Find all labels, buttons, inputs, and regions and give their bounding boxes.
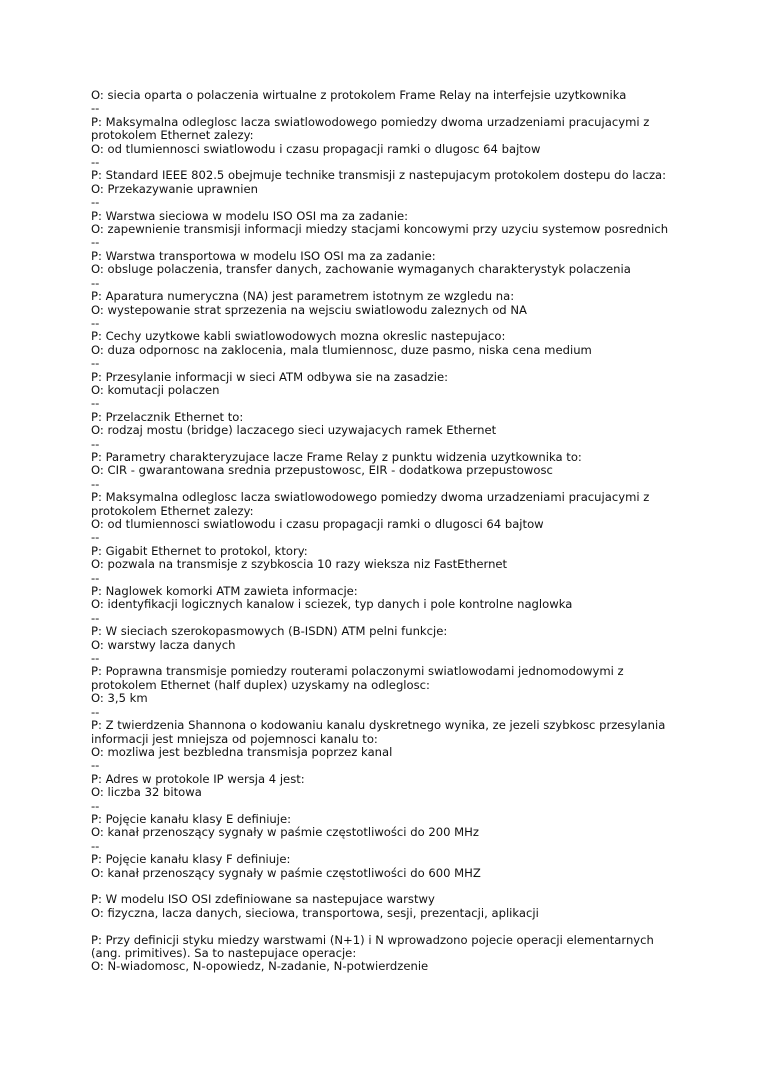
answer-line: O: liczba 32 bitowa (91, 785, 202, 800)
separator-line: -- (91, 315, 100, 330)
answer-line: O: mozliwa jest bezbledna transmisja poprzez kanal (91, 744, 393, 759)
answer-line: O: od tlumiennosci swiatlowodu i czasu propagacji ramki o dlugosc 64 bajtow (91, 141, 541, 156)
separator-line: -- (91, 275, 100, 290)
answer-line: O: komutacji polaczen (91, 382, 220, 397)
question-line: P: Aparatura numeryczna (NA) jest parametrem istotnym ze wzgledu na: (91, 289, 515, 304)
answer-line: O: duza odpornosc na zaklocenia, mala tlumiennosc, duze pasmo, niska cena medium (91, 342, 592, 357)
question-line: P: Cechy uzytkowe kabli swiatlowodowych mozna okreslic nastepujaco: (91, 329, 506, 344)
separator-line: -- (91, 396, 100, 411)
question-line: P: Z twierdzenia Shannona o kodowaniu kanalu dyskretnego wynika, ze jezeli szybkosc przesylania (91, 718, 666, 733)
answer-line: O: od tlumiennosci swiatlowodu i czasu propagacji ramki o dlugosci 64 bajtow (91, 517, 544, 531)
separator-line: -- (91, 235, 100, 250)
separator-line: -- (91, 758, 100, 773)
separator-line: -- (91, 838, 100, 853)
question-line: P: Przy definicji styku miedzy warstwami (N+1) i N wprowadzono pojecie operacji elementarnych (91, 932, 654, 947)
separator-line: -- (91, 570, 100, 585)
question-line: P: Adres w protokole IP wersja 4 jest: (91, 771, 305, 786)
separator-line: -- (91, 195, 100, 210)
question-line: P: Pojęcie kanału klasy E definiuje: (91, 811, 292, 826)
answer-line: O: zapewnienie transmisji informacji miedzy stacjami koncowymi przy uzyciu systemow posrednich (91, 222, 669, 237)
continuation-line: (ang. primitives). Sa to nastepujace operacje: (91, 945, 357, 960)
question-line: P: Naglowek komorki ATM zawieta informacje: (91, 584, 358, 599)
blank-line (91, 920, 691, 933)
question-line: P: W sieciach szerokopasmowych (B-ISDN) ATM pelni funkcje: (91, 624, 448, 639)
blank-line (91, 880, 691, 893)
separator-line: -- (91, 356, 100, 371)
question-line: P: W modelu ISO OSI zdefiniowane sa nastepujace warstwy (91, 892, 435, 907)
answer-line: O: CIR - gwarantowana srednia przepustowosc, EIR - dodatkowa przepustowosc (91, 463, 553, 478)
separator-line: -- (91, 155, 100, 170)
answer-line: O: identyfikacji logicznych kanalow i sciezek, typ danych i pole kontrolne naglowka (91, 597, 573, 612)
continuation-line: protokolem Ethernet zalezy: (91, 128, 254, 143)
separator-line: -- (91, 651, 100, 666)
answer-line: O: kanał przenoszący sygnały w paśmie częstotliwości do 600 MHZ (91, 865, 481, 880)
question-line: P: Poprawna transmisje pomiedzy routerami polaczonymi swiatlowodami jednomodowymi z (91, 664, 624, 679)
answer-line: O: warstwy lacza danych (91, 637, 236, 652)
question-line: P: Gigabit Ethernet to protokol, ktory: (91, 543, 308, 558)
separator-line: -- (91, 101, 100, 116)
separator-line: -- (91, 798, 100, 813)
separator-line: -- (91, 704, 100, 719)
question-line: P: Pojęcie kanału klasy F definiuje: (91, 852, 291, 867)
question-line: P: Przesylanie informacji w sieci ATM odbywa sie na zasadzie: (91, 369, 449, 384)
separator-line: -- (91, 610, 100, 625)
answer-line: O: wystepowanie strat sprzezenia na wejsciu swiatlowodu zaleznych od NA (91, 302, 527, 317)
document-body (91, 89, 691, 974)
continuation-line: protokolem Ethernet zalezy: (91, 503, 254, 518)
question-line: P: Parametry charakteryzujace lacze Frame Relay z punktu widzenia uzytkownika to: (91, 449, 582, 464)
question-line: P: Przelacznik Ethernet to: (91, 409, 244, 424)
question-line: P: Maksymalna odleglosc lacza swiatlowodowego pomiedzy dwoma urzadzeniami pracujacymi z (91, 490, 650, 505)
question-line: P: Maksymalna odleglosc lacza swiatlowodowego pomiedzy dwoma urzadzeniami pracujacymi z (91, 114, 650, 129)
answer-line: O: kanał przenoszący sygnały w paśmie częstotliwości do 200 MHz (91, 825, 479, 840)
separator-line: -- (91, 530, 100, 545)
separator-line: -- (91, 476, 100, 491)
answer-line: O: obsluge polaczenia, transfer danych, zachowanie wymaganych charakterystyk polaczenia (91, 262, 631, 277)
question-line: P: Standard IEEE 802.5 obejmuje technike transmisji z nastepujacym protokolem dostepu do lacza: (91, 168, 667, 183)
question-line: P: Warstwa transportowa w modelu ISO OSI ma za zadanie: (91, 248, 436, 263)
answer-line: O: rodzaj mostu (bridge) laczacego sieci uzywajacych ramek Ethernet (91, 423, 497, 438)
question-line: P: Warstwa sieciowa w modelu ISO OSI ma za zadanie: (91, 208, 409, 223)
answer-line: O: 3,5 km (91, 691, 148, 706)
answer-line: O: Przekazywanie uprawnien (91, 181, 258, 196)
answer-line: O: siecia oparta o polaczenia wirtualne z protokolem Frame Relay na interfejsie uzytkownika (91, 88, 627, 102)
answer-line: O: N-wiadomosc, N-opowiedz, N-zadanie, N-potwierdzenie (91, 959, 429, 974)
answer-line: O: pozwala na transmisje z szybkoscia 10 razy wieksza niz FastEthernet (91, 557, 508, 572)
separator-line: -- (91, 436, 100, 451)
answer-line: O: fizyczna, lacza danych, sieciowa, transportowa, sesji, prezentacji, aplikacji (91, 905, 539, 920)
continuation-line: protokolem Ethernet (half duplex) uzyskamy na odleglosc: (91, 677, 430, 692)
continuation-line: informacji jest mniejsza od pojemnosci kanalu to: (91, 731, 378, 746)
